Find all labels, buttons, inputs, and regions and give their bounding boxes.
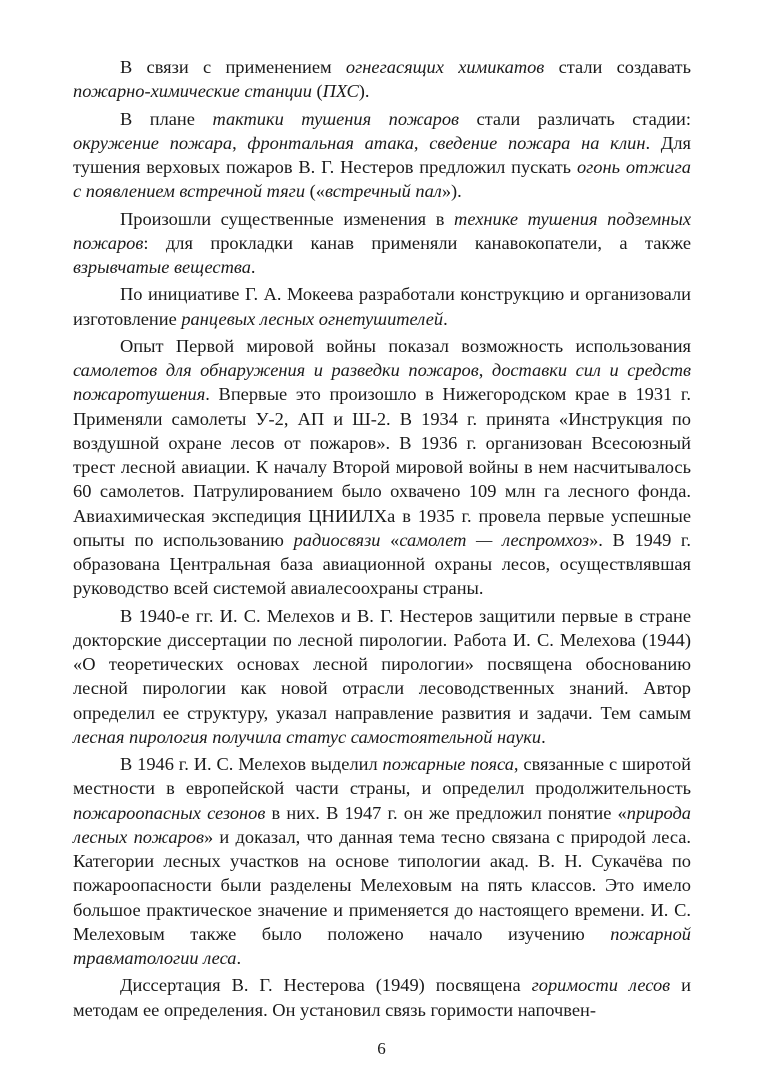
paragraph-6 (73, 604, 691, 750)
italic-term: взрывчатые вещества (73, 257, 251, 277)
text-run: и методам ее определения. Он установил связь горимости напочвен- (73, 975, 691, 1020)
italic-term: окружение пожара (73, 132, 233, 153)
italic-term: лесная пирология получила статус самостоятельной науки (73, 726, 542, 747)
text-run: , связанные с широтой местности в европейской части страны, и определил продолжительность (73, 754, 691, 799)
italic-term: пожароопасных сезонов (73, 802, 266, 823)
italic-term: огнегасящих химикатов (345, 57, 545, 77)
text-run: . (236, 948, 242, 968)
text-run: ». В 1949 г. образована Центральная база авиационной охраны лесов, осуществлявшая руководство всей системой авиалесоохраны страны. (73, 529, 691, 599)
text-run: стали различать стадии: (459, 108, 691, 129)
text-run: . Для тушения верховых пожаров В. Г. Нестеров предложил пускать (73, 132, 691, 177)
italic-term: самолет — леспромхоз (399, 529, 590, 550)
text-run: В связи с применением (120, 57, 346, 77)
text-run: . (250, 257, 256, 277)
text-run: . Впервые это произошло в Нижегородском крае в 1931 г. Применяли самолеты У-2, АП и Ш-2. В 1934 г. принята «Инструкция по воздушной охране лесов от пожаров». В 1936 г. организован Всесоюзный трест лесной авиации. К началу Второй мировой войны в нем насчитывалось 60 самолетов. Патрулированием было охвачено 109 млн га лесного фонда. Авиахимическая экспедиция ЦНИИЛХа в 1935 г. провела первые успешные опыты по использованию (73, 384, 691, 550)
italic-term: самолетов для обнаружения и разведки пожаров (73, 360, 479, 380)
text-run: Диссертация В. Г. Нестерова (1949) посвящена (120, 975, 532, 996)
italic-term: пожарной травматологии леса (73, 923, 691, 968)
italic-term: фронтальная атака (247, 132, 414, 153)
italic-term: тактики тушения пожаров (212, 108, 460, 129)
text-run: Произошли существенные изменения в (120, 208, 455, 229)
paragraph-4 (73, 282, 691, 331)
paragraph-1 (73, 55, 691, 104)
text-run: ). (358, 81, 370, 102)
text-run: »). (441, 181, 462, 202)
paragraph-7 (73, 752, 691, 970)
document-body (73, 55, 691, 1022)
italic-term: ПХС (322, 81, 359, 102)
text-run: В 1940-е гг. И. С. Мелехов и В. Г. Нестеров защитили первые в стране докторские диссертации по лесной пирологии. Работа И. С. Мелехова (1944) «О теоретических основах лесной пирологии» посвящена обоснованию лесной пирологии как новой отрасли лесоводственных знаний. Автор определил ее структуру, указал направление развития и задачи. Тем самым (73, 605, 691, 723)
text-run: « (380, 529, 400, 550)
text-run: в них. В 1947 г. он же предложил понятие « (265, 802, 627, 823)
italic-term: доставки сил и средств пожаротушения (73, 360, 691, 405)
italic-term: встречный пал (324, 181, 442, 202)
text-run: По инициативе Г. А. Мокеева разработали конструкцию и организовали изготовление (73, 284, 691, 329)
italic-term: технике тушения подземных пожаров (73, 208, 691, 253)
italic-term: пожарные пояса (382, 754, 514, 774)
text-run: : для прокладки канав применяли канавокопатели, а также (143, 232, 691, 253)
page-number: 6 (377, 1039, 386, 1058)
italic-term: радиосвязи (293, 529, 381, 550)
text-run: » и доказал, что данная тема тесно связана с природой леса. Категории лесных участков на основе типологии акад. В. Н. Сукачёва по пожароопасности были разделены Мелеховым на пять классов. Это имело большое практическое значение и применяется до настоящего времени. И. С. Мелеховым также было положено начало изучению (73, 826, 692, 944)
text-run: . (443, 308, 448, 329)
paragraph-2 (73, 107, 691, 204)
paragraph-3 (73, 207, 691, 280)
paragraph-5 (73, 334, 691, 601)
text-run: . (541, 726, 546, 747)
paragraph-8 (73, 973, 691, 1022)
text-run: ( (311, 81, 323, 102)
italic-term: сведение пожара на клин (429, 132, 646, 153)
text-run: (« (305, 181, 325, 202)
text-run: В 1946 г. И. С. Мелехов выделил (120, 754, 383, 774)
italic-term: горимости лесов (531, 975, 671, 996)
text-run: , (478, 360, 492, 380)
text-run: Опыт Первой мировой войны показал возможность использования (120, 335, 691, 356)
italic-term: пожарно-химические станции (73, 81, 312, 102)
text-run: В плане (120, 108, 213, 129)
italic-term: ранцевых лесных огнетушителей (181, 308, 444, 329)
text-run: стали создавать (544, 57, 691, 77)
text-run: , (413, 132, 430, 153)
italic-term: огонь отжига с появлением встречной тяги (73, 157, 691, 202)
text-run: , (232, 132, 248, 153)
italic-term: природа лесных пожаров (73, 802, 691, 847)
